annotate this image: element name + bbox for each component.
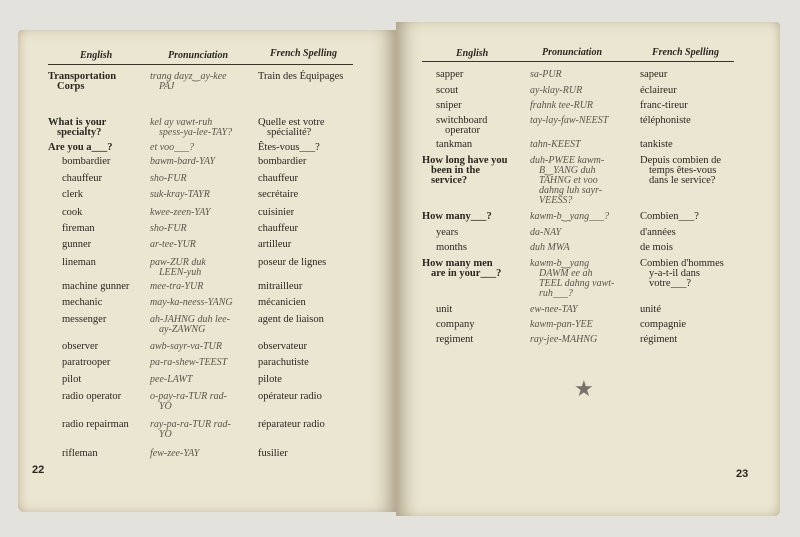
pronunciation-cell: sho-FUR (150, 173, 187, 184)
header-pronunciation: Pronunciation (168, 50, 229, 61)
pronunciation-cell: frahnk tee-RUR (530, 100, 594, 111)
french-cell: mécanicien (258, 297, 306, 308)
french-cell: bombardier (258, 156, 307, 167)
french-cell: poseur de lignes (258, 257, 327, 268)
english-cell: regiment (436, 334, 474, 345)
french-cell: régiment (640, 334, 678, 345)
english-cell: months (436, 242, 467, 253)
english-cell: observer (62, 341, 99, 352)
english-cell: gunner (62, 239, 92, 250)
french-cell: opérateur radio (258, 391, 322, 402)
header-french: French Spelling (270, 48, 337, 59)
pronunciation-cell: o-pay-ra-TUR rad- YO (150, 391, 227, 412)
french-cell: d'années (640, 227, 676, 238)
pronunciation-cell: kel ay vawt-ruh spess-ya-lee-TAY? (150, 117, 233, 138)
french-cell: franc-tireur (640, 100, 688, 111)
pronunciation-cell: kawm-b‿yang DAWM ee ah TEEL dahng vawt- ruh___? (530, 258, 615, 299)
pronunciation-cell: suk-kray-TAYR (150, 189, 210, 200)
english-cell: pilot (62, 374, 82, 385)
english-cell: How long have you been in the service? (422, 155, 508, 186)
pronunciation-cell: da-NAY (530, 227, 562, 238)
french-cell: chauffeur (258, 223, 299, 234)
french-cell: pilote (258, 374, 282, 385)
pronunciation-cell: ray-jee-MAHNG (530, 334, 598, 345)
french-cell: de mois (640, 242, 673, 253)
french-cell: Quelle est votre spécialité? (258, 117, 325, 138)
english-cell: lineman (62, 257, 96, 268)
pronunciation-cell: pee-LAWT (150, 374, 193, 385)
english-cell: rifleman (62, 448, 98, 459)
pronunciation-cell: bawm-bard-YAY (150, 156, 216, 167)
pronunciation-cell: kawm-pan-YEE (530, 319, 593, 330)
french-cell: Combien___? (640, 211, 699, 222)
english-cell: unit (436, 304, 453, 315)
header-rule (48, 64, 353, 65)
header-rule (422, 61, 734, 62)
pronunciation-cell: duh-PWEE kawm- B‿YANG duh TAHNG et voo dahng luh sayr- VEESS? (530, 155, 605, 206)
english-cell: How many___? (422, 211, 492, 222)
english-cell: years (436, 227, 459, 238)
english-cell: fireman (62, 223, 95, 234)
french-cell: tankiste (640, 139, 673, 150)
english-cell: bombardier (62, 156, 111, 167)
english-cell: mechanic (62, 297, 103, 308)
pronunciation-cell: ew-nee-TAY (530, 304, 578, 315)
pronunciation-cell: kwee-zeen-YAY (150, 207, 211, 218)
french-cell: cuisinier (258, 207, 295, 218)
header-english: English (80, 50, 113, 61)
french-cell: éclaireur (640, 85, 677, 96)
pronunciation-cell: et voo___? (150, 142, 195, 153)
french-cell: Êtes-vous___? (258, 142, 320, 153)
header-english: English (456, 48, 489, 59)
pronunciation-cell: ar-tee-YUR (150, 239, 196, 250)
pronunciation-cell: kawm-b‿yang___? (530, 211, 610, 222)
french-cell: secrétaire (258, 189, 299, 200)
french-cell: réparateur radio (258, 419, 325, 430)
page-number: 22 (32, 464, 45, 476)
english-cell: What is your specialty? (48, 117, 107, 138)
pronunciation-cell: paw-ZUR duk LEEN-yuh (150, 257, 206, 278)
english-cell: sniper (436, 100, 462, 111)
english-cell: Transportation Corps (48, 71, 117, 92)
french-cell: compagnie (640, 319, 687, 330)
right-page (396, 22, 780, 516)
pronunciation-cell: ay-klay-RUR (530, 85, 583, 96)
english-cell: radio repairman (62, 419, 129, 430)
english-cell: machine gunner (62, 281, 130, 292)
english-cell: company (436, 319, 475, 330)
english-cell: messenger (62, 314, 107, 325)
english-cell: paratrooper (62, 357, 111, 368)
french-cell: agent de liaison (258, 314, 324, 325)
french-cell: unité (640, 304, 661, 315)
pronunciation-cell: ray-pa-ra-TUR rad- YO (150, 419, 231, 440)
header-pronunciation: Pronunciation (542, 47, 603, 58)
pronunciation-cell: tahn-KEEST (530, 139, 581, 150)
pronunciation-cell: ah-JAHNG duh lee- ay-ZAWNG (150, 314, 230, 335)
french-cell: téléphoniste (640, 115, 691, 126)
header-french: French Spelling (652, 47, 719, 58)
pronunciation-cell: few-zee-YAY (150, 448, 200, 459)
pronunciation-cell: trang dayz‿ay-kee PAJ (150, 71, 227, 92)
french-cell: chauffeur (258, 173, 299, 184)
french-cell: fusilier (258, 448, 288, 459)
english-cell: sapper (436, 69, 464, 80)
pronunciation-cell: tay-lay-faw-NEEST (530, 115, 609, 126)
english-cell: scout (436, 85, 459, 96)
french-cell: artilleur (258, 239, 292, 250)
french-cell: Combien d'hommes y-a-t-il dans votre___? (640, 258, 724, 289)
french-cell: Train des Équipages (258, 71, 344, 82)
star-icon: ★ (574, 376, 594, 401)
english-cell: Are you a___? (48, 142, 113, 153)
french-cell: mitrailleur (258, 281, 303, 292)
french-cell: observateur (258, 341, 307, 352)
left-page (18, 30, 396, 512)
page-number: 23 (736, 468, 749, 480)
pronunciation-cell: may-ka-neess-YANG (150, 297, 233, 308)
french-cell: parachutiste (258, 357, 309, 368)
english-cell: cook (62, 207, 83, 218)
english-cell: tankman (436, 139, 473, 150)
pronunciation-cell: pa-ra-shew-TEEST (150, 357, 228, 368)
french-cell: sapeur (640, 69, 668, 80)
french-cell: Depuis combien de temps êtes-vous dans le service? (640, 155, 722, 186)
english-cell: switchboard operator (436, 115, 488, 136)
pronunciation-cell: awb-sayr-va-TUR (150, 341, 223, 352)
english-cell: chauffeur (62, 173, 103, 184)
pronunciation-cell: duh MWA (530, 242, 570, 253)
pronunciation-cell: mee-tra-YUR (150, 281, 204, 292)
english-cell: clerk (62, 189, 83, 200)
pronunciation-cell: sa-PUR (530, 69, 562, 80)
english-cell: How many men are in your___? (422, 258, 502, 279)
pronunciation-cell: sho-FUR (150, 223, 187, 234)
english-cell: radio operator (62, 391, 122, 402)
